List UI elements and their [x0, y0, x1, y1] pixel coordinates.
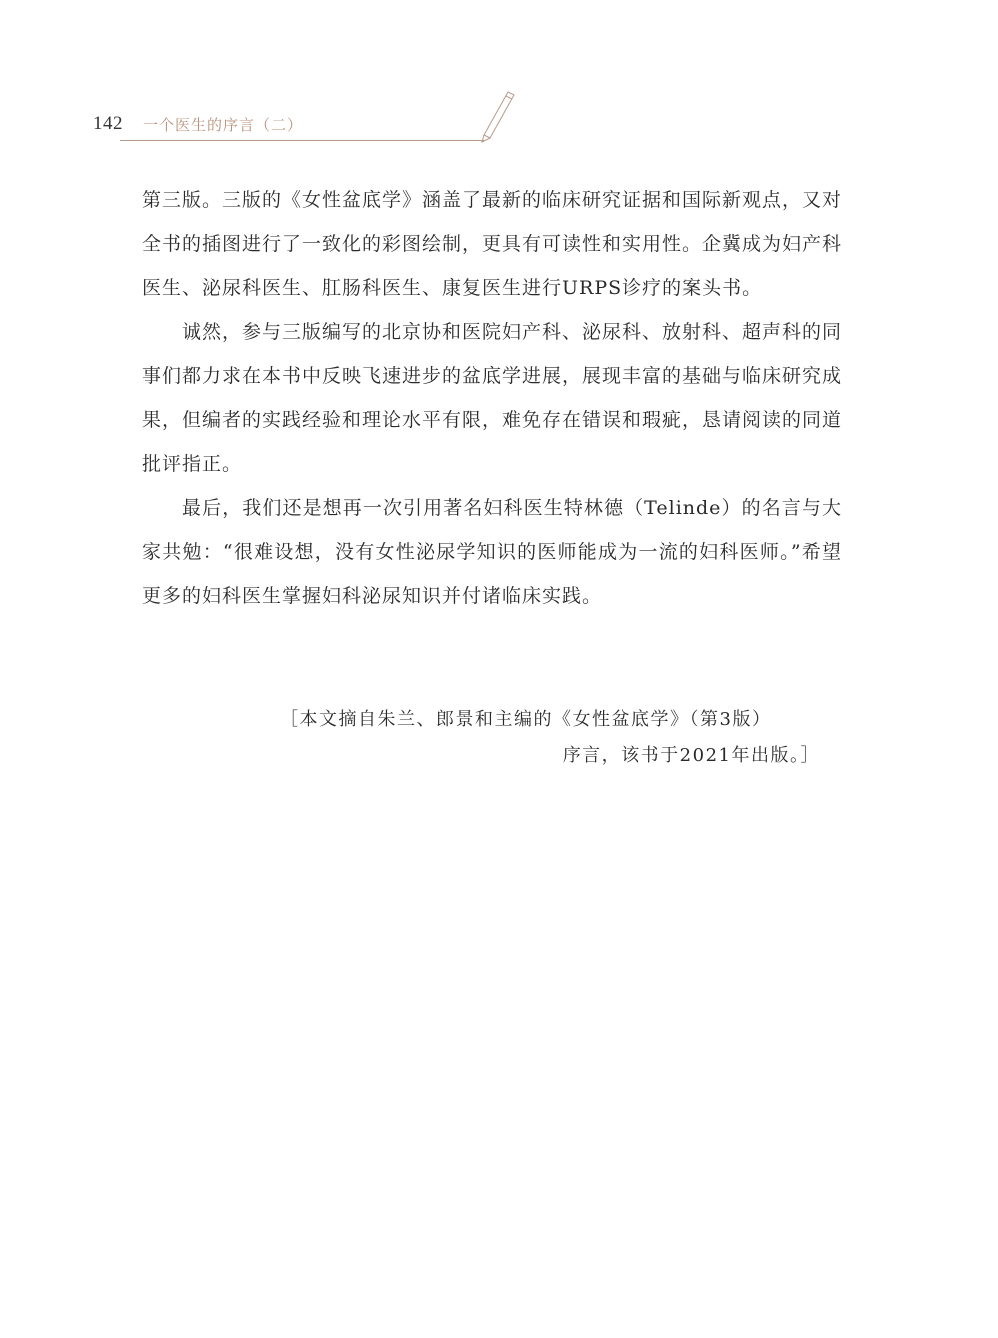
pen-icon — [470, 90, 520, 146]
source-citation — [280, 702, 840, 774]
page-number: 142 — [93, 113, 123, 134]
citation-line: 序言，该书于2021年出版。］ — [562, 745, 820, 766]
header-rule — [120, 140, 484, 141]
paragraph: 最后，我们还是想再一次引用著名妇科医生特林德（Telinde）的名言与大家共勉：“很难设想，没有女性泌尿学知识的医师能成为一流的妇科医师。”希望更多的妇科医生掌握妇科泌尿知识并付诸临床实践。 — [142, 497, 842, 607]
citation-line: ［本文摘自朱兰、郎景和主编的《女性盆底学》（第3版） — [280, 709, 772, 730]
body-text — [142, 178, 842, 618]
running-title: 一个医生的序言（二） — [143, 116, 304, 134]
paragraph: 诚然，参与三版编写的北京协和医院妇产科、泌尿科、放射科、超声科的同事们都力求在本书中反映飞速进步的盆底学进展，展现丰富的基础与临床研究成果，但编者的实践经验和理论水平有限，难免存在错误和瑕疵，恳请阅读的同道批评指正。 — [142, 321, 843, 475]
page-header — [0, 0, 998, 150]
paragraph: 第三版。三版的《女性盆底学》涵盖了最新的临床研究证据和国际新观点，又对全书的插图进行了一致化的彩图绘制，更具有可读性和实用性。企冀成为妇产科医生、泌尿科医生、肛肠科医生、康复医生进行URPS诊疗的案头书。 — [142, 189, 843, 299]
